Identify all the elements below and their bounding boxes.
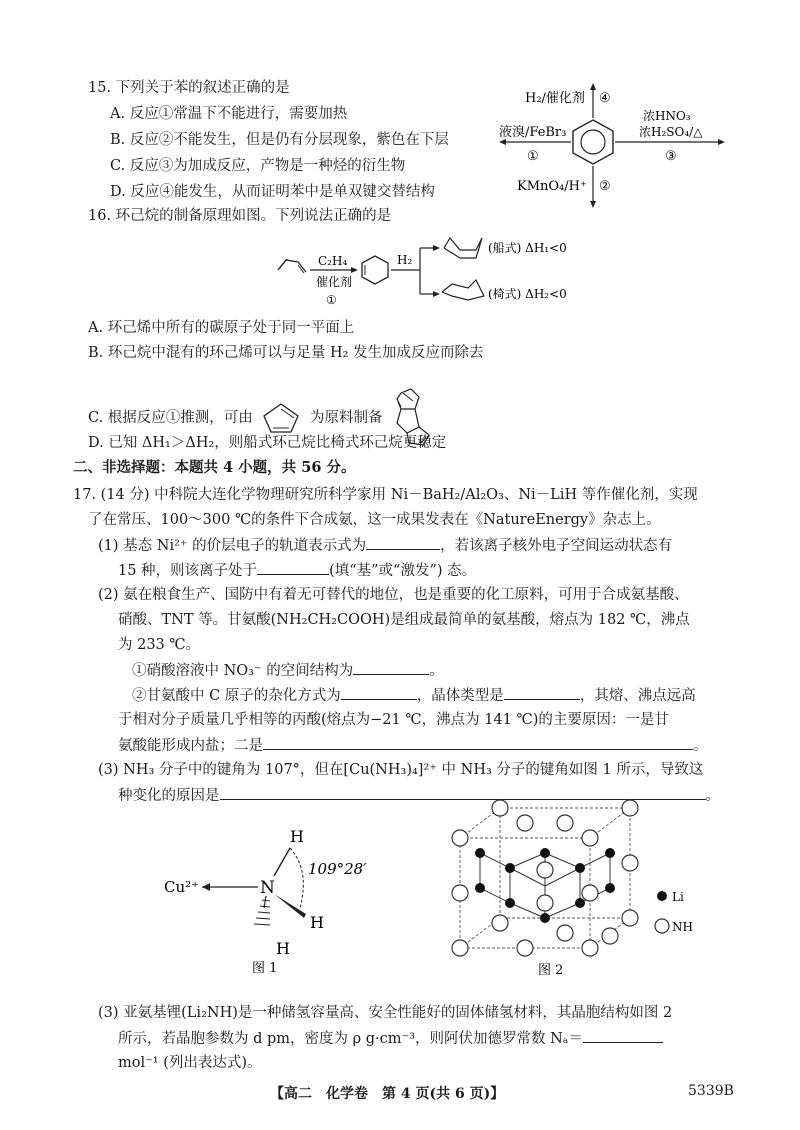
section-2-heading: 二、非选择题：本题共 4 小题，共 56 分。	[73, 459, 356, 476]
chair-label: (椅式) ΔH₂<0	[488, 287, 567, 301]
r1-num: ①	[527, 149, 539, 164]
nitrogen-label: N	[260, 878, 275, 898]
hydrogen-label-top: H	[290, 827, 304, 846]
q15-option-b: B. 反应②不能发生，但是仍有分层现象，紫色在下层	[110, 132, 449, 148]
figure-2-li2nh-unit-cell	[440, 798, 700, 980]
q16-option-b: B. 环己烷中混有的环己烯可以与足量 H₂ 发生加成反应而除去	[88, 345, 484, 361]
r2-num: ②	[599, 179, 611, 194]
q17-p2-line1: (2) 氨在粮食生产、国防中有着无可替代的地位，也是重要的化工原料，可用于合成氨基酸、	[98, 587, 689, 603]
q17-p4-line3: mol⁻¹ (列出表达式)。	[118, 1055, 262, 1071]
q17-p2-ii-c: ，其熔、沸点远高	[579, 688, 696, 704]
answer-blank[interactable]	[504, 685, 580, 700]
q17-p2-line3: 为 233 ℃。	[118, 637, 201, 653]
hydrogen-label-right: H	[310, 913, 324, 932]
q16-stem: 16. 环己烷的制备原理如图。下列说法正确的是	[88, 208, 392, 224]
q17-p4-line1: (3) 亚氨基锂(Li₂NH)是一种储氢容量高、安全性能好的固体储氢材料，其晶胞结构如图 2	[98, 1005, 673, 1021]
q16-reagent: C₂H₄	[318, 254, 348, 268]
benzene-reaction-scheme	[495, 80, 730, 220]
r1-label: 液溴/FeBr₃	[499, 125, 567, 140]
q17-p2-i-end: 。	[429, 663, 444, 679]
q17-p2-ii-line3	[118, 735, 708, 756]
r3-label-1: 浓HNO₃	[643, 109, 691, 123]
figure-1-caption: 图 1	[252, 961, 278, 976]
q17-p3-2: 种变化的原因是	[118, 788, 220, 804]
q17-p1-c: 15 种，则该离子处于	[118, 563, 258, 579]
figure-1-nh3-bond-angle	[160, 818, 390, 978]
q15-option-d: D. 反应④能发生，从而证明苯中是单双键交替结构	[110, 184, 435, 200]
q15-option-a: A. 反应①常温下不能进行，需要加热	[110, 106, 348, 122]
r3-num: ③	[665, 149, 677, 164]
cyclohexane-preparation-scheme	[270, 232, 570, 312]
q17-p1-a: (1) 基态 Ni²⁺ 的价层电子的轨道表示式为	[98, 538, 367, 554]
r3-label-2: 浓H₂SO₄/△	[639, 125, 703, 139]
q15-stem: 15. 下列关于苯的叙述正确的是	[88, 80, 290, 96]
q17-intro-2: 了在常压、100～300 ℃的条件下合成氨，这一成果发表在《NatureEnergy》杂志上。	[88, 512, 661, 528]
q17-p2-ii-line2: 于相对分子质量几乎相等的丙酸(熔点为−21 ℃，沸点为 141 ℃)的主要原因：一是甘	[118, 712, 669, 728]
q17-p1-d: (填“基”或“激发”) 态。	[329, 563, 477, 579]
q17-intro-1: 17. (14 分) 中科院大连化学物理研究所科学家用 Ni－BaH₂/Al₂O₃、Ni－LiH 等作催化剂，实现	[73, 487, 698, 503]
answer-blank[interactable]	[341, 685, 417, 700]
page-footer: 【高二 化学卷 第 4 页(共 6 页)】	[270, 1086, 505, 1102]
r2-label: KMnO₄/H⁺	[517, 179, 587, 194]
legend-nh-label: NH	[672, 920, 693, 934]
q17-p2-ii-b: ，晶体类型是	[416, 688, 504, 704]
q17-p1-line2	[118, 560, 476, 581]
q17-p4-2: 所示，若晶胞参数为 d pm，密度为 ρ g·cm⁻³，则阿伏加德罗常数 Nₐ＝	[118, 1031, 583, 1047]
cyclopentadiene-structure	[259, 401, 303, 435]
q17-p2-i-text: ①硝酸溶液中 NO₃⁻ 的空间结构为	[132, 663, 354, 679]
q17-p2-i	[132, 660, 444, 681]
q17-p2-ii-end: 。	[693, 738, 708, 754]
q16-option-a: A. 环己烯中所有的碳原子处于同一平面上	[88, 320, 355, 336]
answer-blank[interactable]	[257, 560, 329, 575]
q17-p2-ii-line1	[132, 685, 696, 706]
q17-p2-ii-a: ②甘氨酸中 C 原子的杂化方式为	[132, 688, 341, 704]
answer-blank[interactable]	[353, 660, 429, 675]
q16-option-c-pre: C. 根据反应①推测，可由	[88, 410, 253, 426]
answer-blank[interactable]	[263, 735, 693, 750]
q17-p1-line1	[98, 535, 672, 556]
hydrogen-label-bottom: H	[276, 939, 290, 958]
answer-blank[interactable]	[583, 1028, 663, 1043]
legend-li-label: Li	[672, 890, 684, 904]
q16-option-d: D. 已知 ΔH₁＞ΔH₂，则船式环己烷比椅式环己烷更稳定	[88, 435, 447, 451]
figure-2-caption: 图 2	[538, 963, 564, 978]
q16-option-c-mid: 为原料制备	[310, 410, 383, 426]
q16-catalyst: 催化剂	[316, 275, 353, 289]
q17-p4-line2	[118, 1028, 663, 1049]
q15-option-c: C. 反应③为加成反应，产物是一种烃的衍生物	[110, 158, 406, 174]
q16-h2: H₂	[397, 253, 413, 267]
r4-num: ④	[599, 91, 611, 106]
q17-p2-ii-3: 氨酸能形成内盐；二是	[118, 738, 263, 754]
r4-label: H₂/催化剂	[525, 91, 585, 106]
bond-angle-label: 109°28′	[308, 860, 367, 878]
cu-ion-label: Cu²⁺	[164, 878, 200, 896]
q17-p3-end: 。	[705, 788, 720, 804]
q17-p3-line1: (3) NH₃ 分子中的键角为 107°，但在[Cu(NH₃)₄]²⁺ 中 NH₃ 分子的键角如图 1 所示，导致这	[98, 762, 704, 778]
q17-p2-line2: 硝酸、TNT 等。甘氨酸(NH₂CH₂COOH)是组成最简单的氨基酸，熔点为 182 ℃，沸点	[118, 612, 690, 628]
exam-code: 5339B	[688, 1083, 734, 1099]
answer-blank[interactable]	[366, 535, 440, 550]
q17-p1-b: ，若该离子核外电子空间运动状态有	[440, 538, 673, 554]
boat-label: (船式) ΔH₁<0	[488, 241, 567, 255]
q16-num: ①	[326, 293, 337, 307]
